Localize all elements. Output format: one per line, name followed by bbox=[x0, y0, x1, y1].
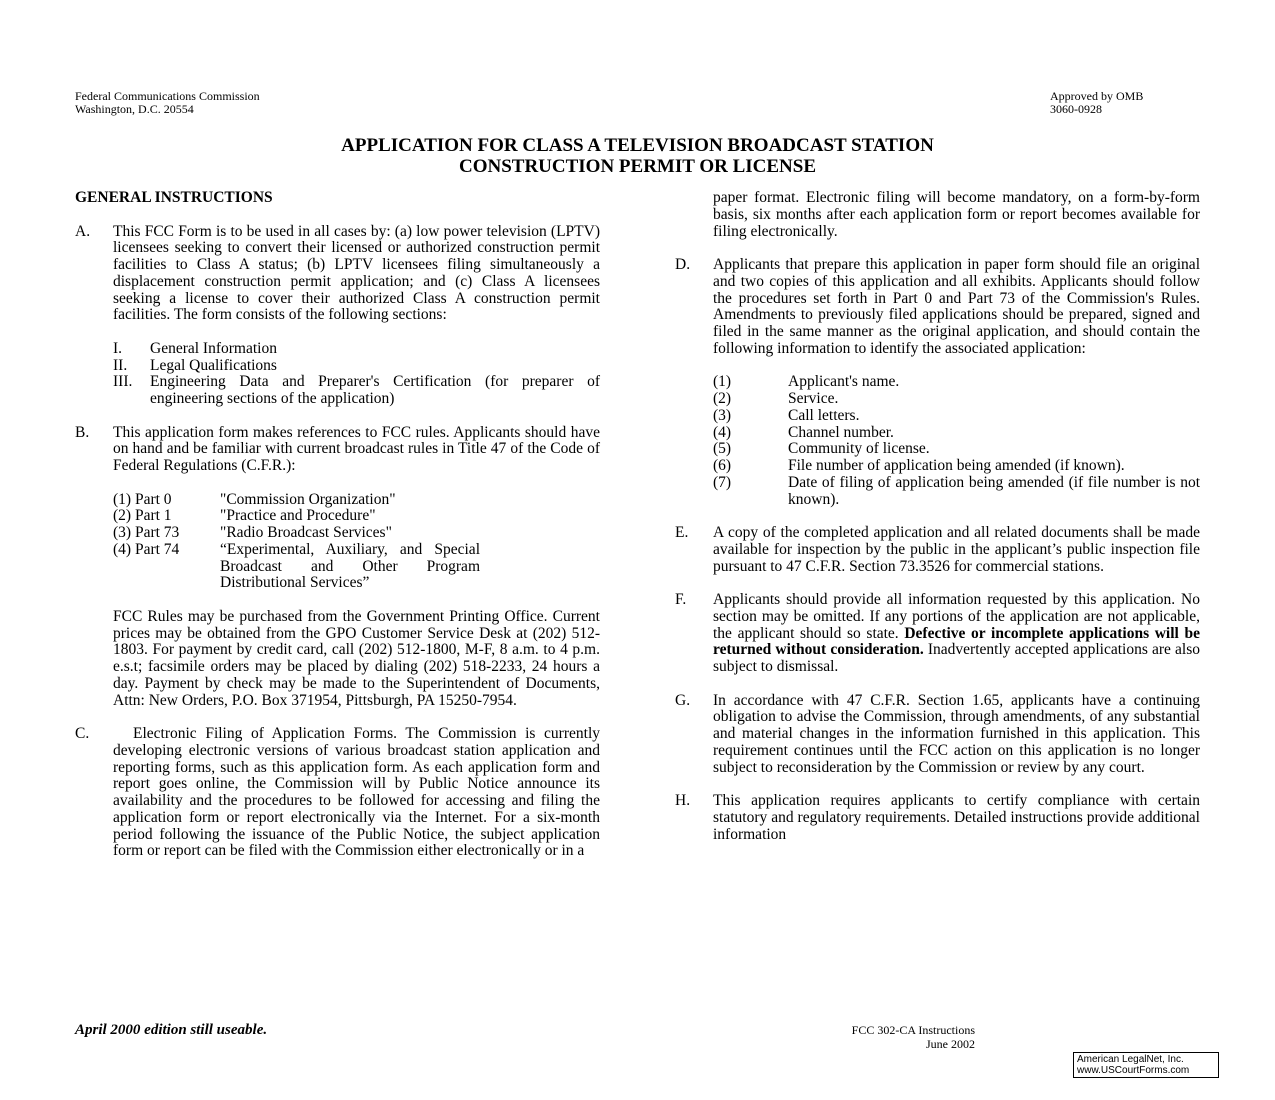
agency-header bbox=[75, 90, 260, 116]
section-d bbox=[675, 257, 1200, 508]
list-item: II. Legal Qualifications bbox=[113, 356, 277, 374]
form-title bbox=[0, 135, 1275, 177]
badge-url: www.USCourtForms.com bbox=[1077, 1065, 1190, 1076]
section-f bbox=[675, 592, 1200, 676]
section-h bbox=[675, 793, 1200, 843]
section-c-continued bbox=[675, 190, 1200, 240]
form-title-line2: CONSTRUCTION PERMIT OR LICENSE bbox=[458, 156, 817, 177]
section-b-text: This application form makes references to FCC rules. Applicants should have on hand and be familiar with current broadcast rules in Title 47 of the Code of Federal Regulations (C.F.R.): bbox=[113, 423, 600, 474]
amendment-info-list bbox=[713, 374, 1200, 508]
form-date: June 2002 bbox=[926, 1037, 975, 1051]
general-instructions-heading: GENERAL INSTRUCTIONS bbox=[75, 189, 273, 206]
section-f-letter: F. bbox=[675, 591, 687, 608]
omb-header bbox=[1050, 90, 1143, 116]
section-f-text: Applicants should provide all information requested by this application. No section may be omitted. If any portions of the application are not applicable, the applicant should so state. Defective or incomplete applications will be returned without consideration. Inadvertently accepted applications are also subject to dismissal. bbox=[713, 591, 1201, 675]
section-e bbox=[675, 525, 1200, 575]
section-e-text: A copy of the completed application and all related documents shall be made available for inspection by the public in the applicant’s public inspection file pursuant to 47 C.F.R. Section 73.3526 for commercial stations. bbox=[713, 524, 1200, 575]
omb-number: 3060-0928 bbox=[1050, 102, 1102, 116]
list-item: (1) Applicant's name. bbox=[713, 373, 900, 391]
edition-note: April 2000 edition still useable. bbox=[75, 1022, 268, 1038]
right-column bbox=[675, 190, 1200, 843]
section-e-letter: E. bbox=[675, 524, 689, 541]
section-g bbox=[675, 693, 1200, 777]
list-item: (4) Channel number. bbox=[713, 423, 894, 441]
list-item: (3) Part 73 "Radio Broadcast Services" bbox=[113, 524, 392, 541]
section-c-text: Electronic Filing of Application Forms. The Commission is currently developing electronic versions of various broadcast station application and reporting forms, such as this application form. As each application form and report goes online, the Commission will by Public Notice announce its availability and the procedures to be followed for accessing and filing the application form or report electronically via the Internet. For a six-month period following the issuance of the Public Notice, the subject application form or report can be filed with the Commission either electronically or in a bbox=[113, 725, 600, 860]
section-d-text: Applicants that prepare this application in paper form should file an original and two copies of this application and all exhibits. Applicants should follow the procedures set forth in Part 0 and Part 73 of the Commission's Rules. Amendments to previously filed applications should be prepared, signed and filed in the same manner as the original application, and should contain the following information to identify the associated application: bbox=[713, 256, 1200, 357]
badge-company: American LegalNet, Inc. bbox=[1077, 1054, 1184, 1065]
section-g-text: In accordance with 47 C.F.R. Section 1.65, applicants have a continuing obligation to advise the Commission, through amendments, of any substantial and material changes in the information furnished in this application. This requirement continues until the FCC action on this application is no longer subject to reconsideration by the Commission or review by any court. bbox=[713, 691, 1200, 776]
section-a bbox=[75, 224, 600, 325]
section-c-continued-text: paper format. Electronic filing will become mandatory, on a form-by-form basis, six months after each application form or report becomes available for filing electronically. bbox=[713, 189, 1200, 240]
section-a-text: This FCC Form is to be used in all cases by: (a) low power television (LPTV) licensees seeking to convert their licensed or authorized construction permit facilities to Class A status; (b) LPTV licensees filing simultaneously a displacement construction permit application; and (c) Class A licensees seeking a license to cover their authorized Class A construction permit facilities. The form consists of the following sections: bbox=[113, 222, 600, 324]
gpo-purchase-text: FCC Rules may be purchased from the Government Printing Office. Current prices may be obtained from the GPO Customer Service Desk at (202) 512-1803. For payment by credit card, call (202) 512-1800, M-F, 8 a.m. to 4 p.m. e.s.t; facsimile orders may be placed by dialing (202) 518-2233, 24 hours a day. Payment by check may be made to the Superintendent of Documents, Attn: New Orders, P.O. Box 371954, Pittsburgh, PA 15250-7954. bbox=[113, 607, 600, 709]
list-item: (7) Date of filing of application being amended (if file number is not known). bbox=[713, 473, 1200, 508]
form-name: FCC 302-CA Instructions bbox=[851, 1023, 975, 1037]
section-h-text: This application requires applicants to certify compliance with certain statutory and regulatory requirements. Detailed instructions provide additional information bbox=[713, 792, 1200, 843]
agency-name: Federal Communications Commission bbox=[75, 89, 260, 103]
section-c-letter: C. bbox=[75, 725, 90, 742]
section-d-letter: D. bbox=[675, 256, 691, 273]
list-item: (4) Part 74 “Experimental, Auxiliary, and Special Broadcast and Other Program Distributional Services” bbox=[113, 540, 480, 592]
legalnet-badge bbox=[1073, 1052, 1219, 1078]
form-title-line1: APPLICATION FOR CLASS A TELEVISION BROADCAST STATION bbox=[341, 135, 934, 156]
agency-address: Washington, D.C. 20554 bbox=[75, 102, 194, 116]
rule-parts-list bbox=[113, 492, 600, 593]
section-b-letter: B. bbox=[75, 423, 90, 441]
list-item: (2) Service. bbox=[713, 390, 839, 407]
list-item: I. General Information bbox=[113, 339, 277, 357]
section-h-letter: H. bbox=[675, 792, 691, 809]
form-identifier bbox=[760, 1023, 975, 1051]
section-g-letter: G. bbox=[675, 691, 691, 709]
list-item: (6) File number of application being amended (if known). bbox=[713, 457, 1125, 474]
section-c bbox=[75, 726, 600, 860]
list-item: (3) Call letters. bbox=[713, 406, 860, 424]
defective-applications-warning: Defective or incomplete applications will be returned without consideration. bbox=[713, 624, 1200, 659]
list-item: (5) Community of license. bbox=[713, 440, 930, 458]
list-item: (2) Part 1 "Practice and Procedure" bbox=[113, 507, 376, 525]
omb-approval: Approved by OMB bbox=[1050, 89, 1144, 103]
section-b bbox=[75, 425, 600, 710]
list-item: III. Engineering Data and Preparer's Certification (for preparer of engineering sections of the application) bbox=[113, 373, 600, 407]
section-a-letter: A. bbox=[75, 222, 91, 240]
list-item: (1) Part 0 "Commission Organization" bbox=[113, 490, 396, 508]
section-a-list bbox=[75, 341, 600, 408]
left-column bbox=[75, 190, 600, 860]
